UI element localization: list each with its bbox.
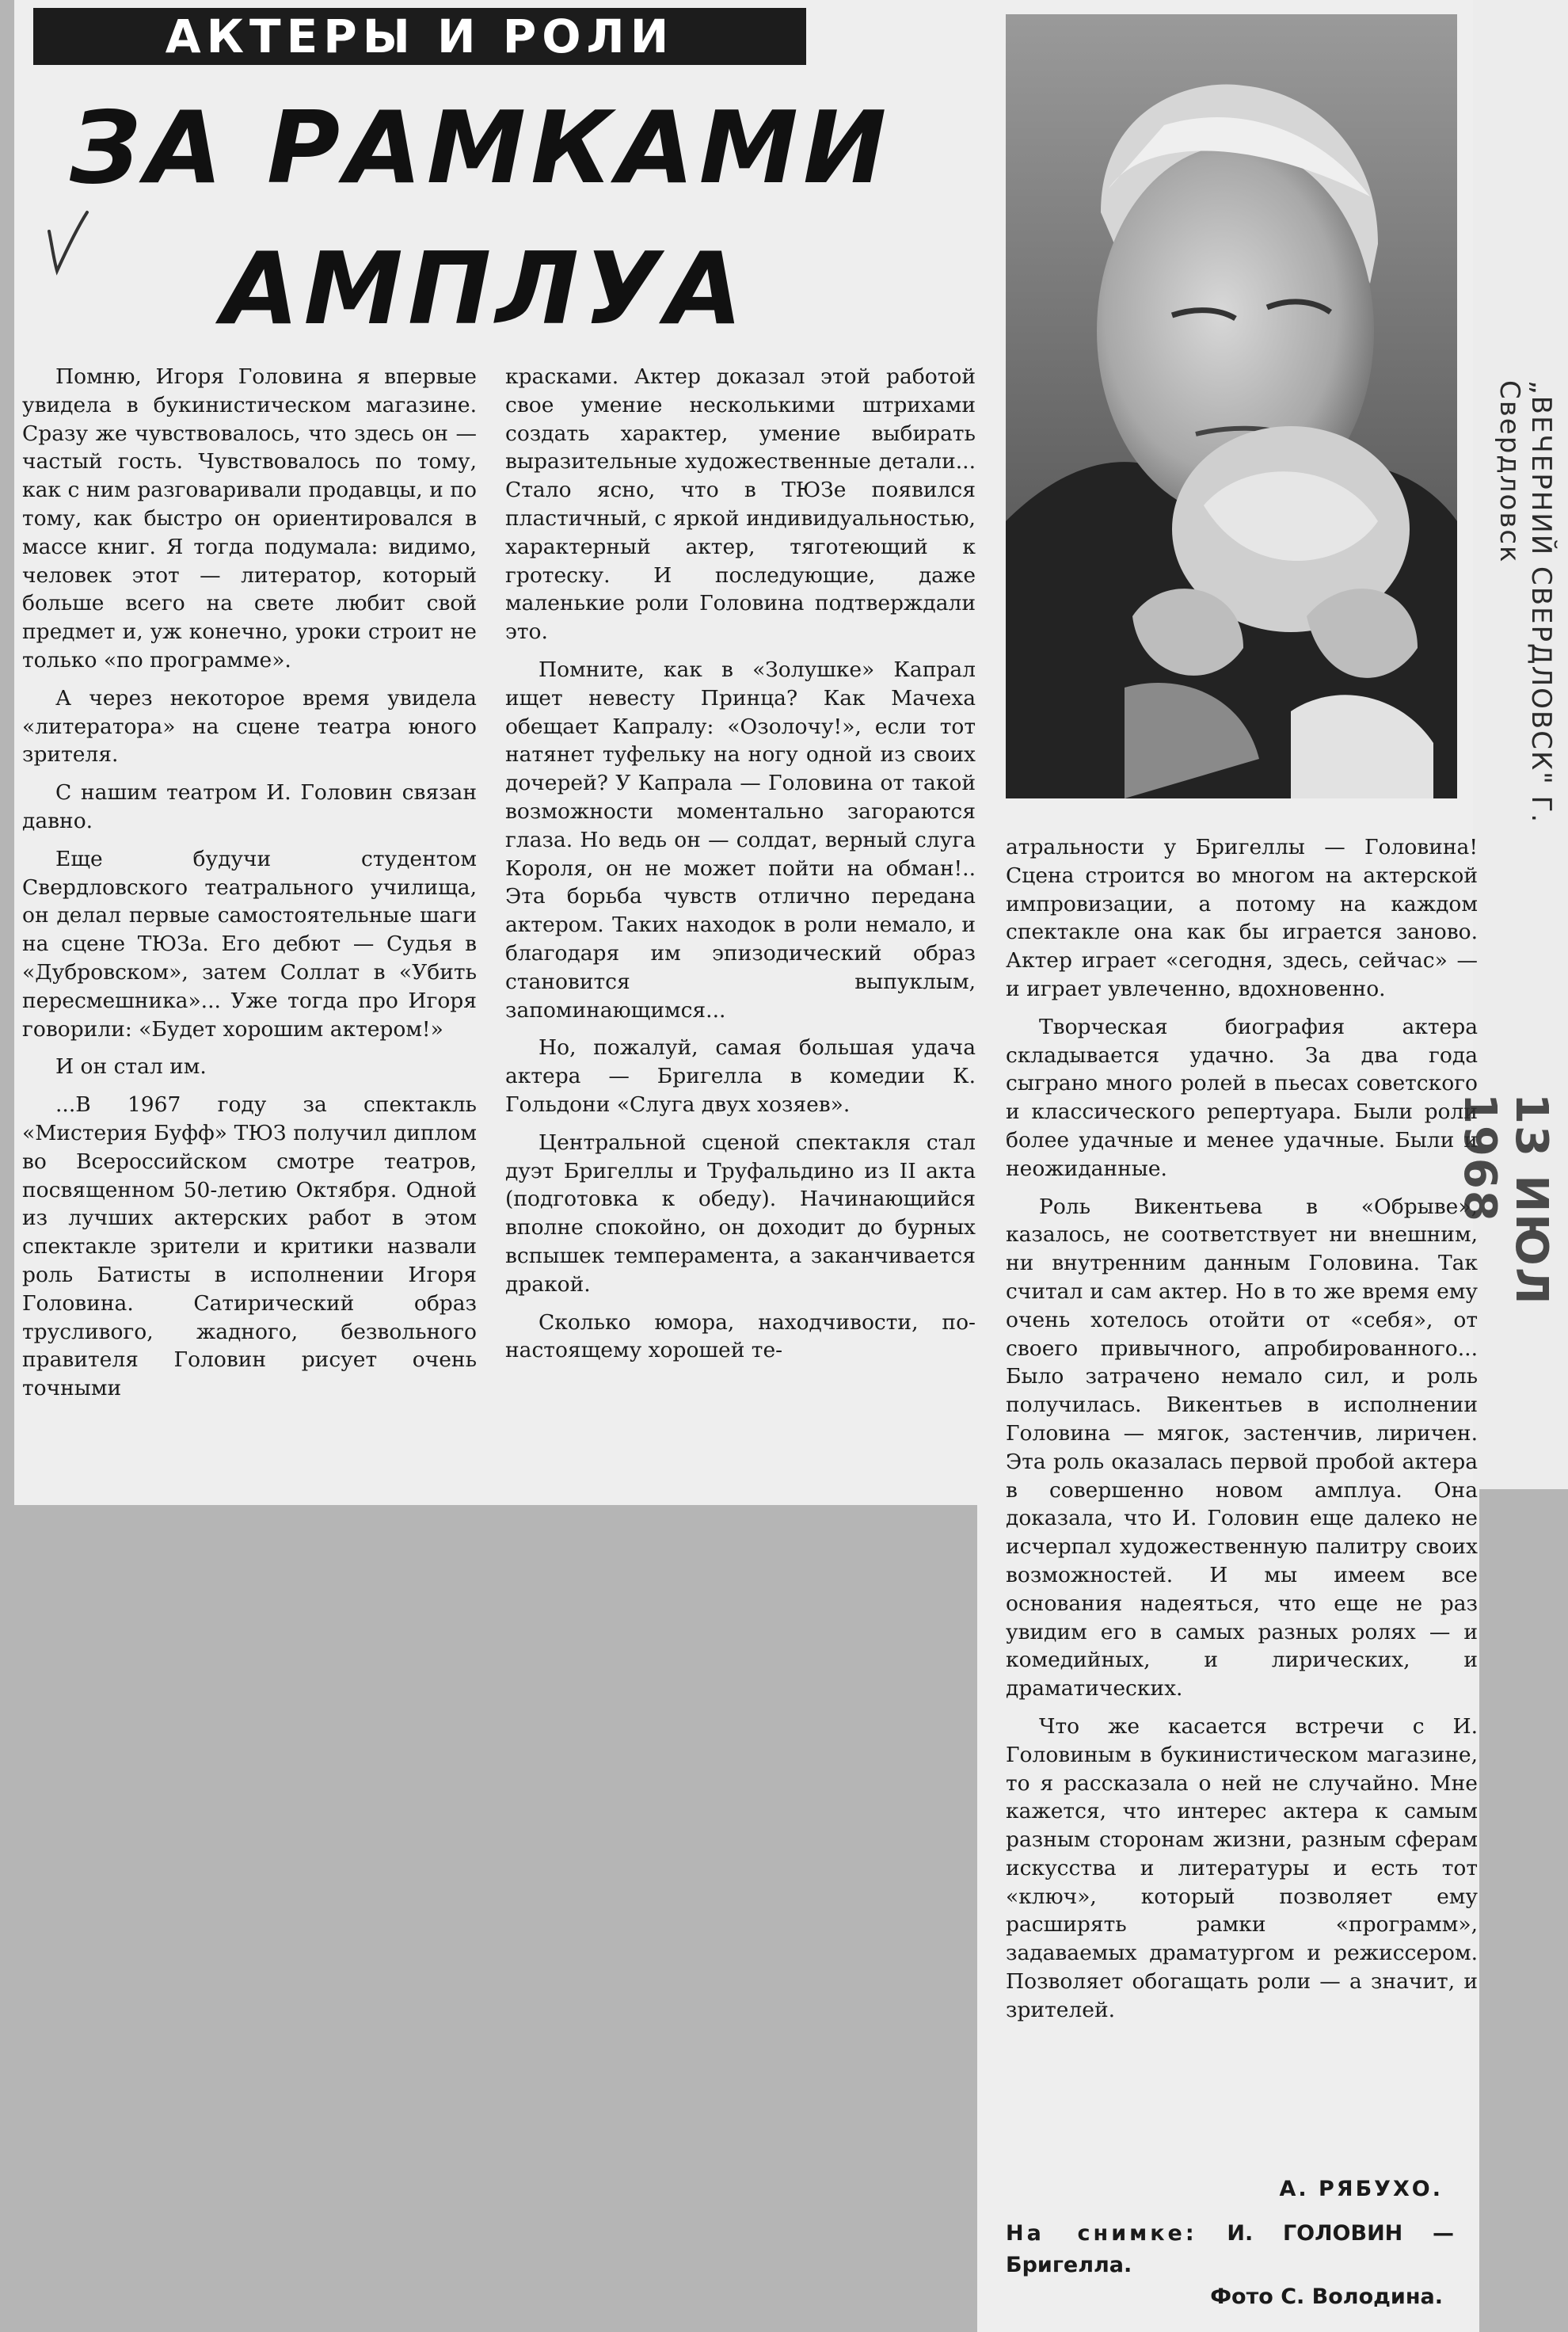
article-column-3 bbox=[1006, 833, 1478, 2025]
paragraph: Что же касается встречи с И. Головиным в букинистическом магазине, то я рассказала о ней не случайно. Мне кажется, что интерес актера к самым разным сторонам жизни, разным сферам искусства и литературы и есть тот «ключ», который позволяет ему расширять рамки «программ», задаваемых драматургом и режиссером. Позволяет обогащать роли — а значит, и зрителей. bbox=[1006, 1713, 1478, 2022]
paragraph: И он стал им. bbox=[55, 1054, 207, 1080]
article-column-1 bbox=[22, 363, 477, 1403]
paragraph: Помните, как в «Золушке» Капрал ищет невесту Принца? Как Мачеха обещает Капралу: «Озолочу!», если тот натянет туфельку на ногу одной из своих дочерей? У Капрала — Головина от такой возможности моментально загораются глаза. Но ведь он — солдат, верный слуга Короля, он не может пойти на обман!.. Эта борьба чувств отлично передана актером. Таких находок в роли немало, и благодаря им эпизодический образ становится выпуклым, запоминающимся... bbox=[505, 657, 976, 1023]
rubric-banner: АКТЕРЫ И РОЛИ bbox=[33, 8, 806, 65]
photo-caption bbox=[1006, 2218, 1454, 2281]
caption-label: На снимке: bbox=[1006, 2221, 1197, 2246]
paragraph: Центральной сценой спектакля стал дуэт Бригеллы и Труфальдино из II акта (подготовка к обеду). Начинающийся вполне спокойно, он доходит до бурных вспышек темперамента, а заканчивается дракой. bbox=[505, 1130, 976, 1297]
paragraph: атральности у Бригеллы — Головина! Сцена строится во многом на актерской импровизации, а потому на каждом спектакле она как бы играется заново. Актер играет «сегодня, здесь, сейчас» — и играет увлеченно, вдохновенно. bbox=[1006, 835, 1478, 1001]
paragraph: Роль Викентьева в «Обрыве», казалось, не соответствует ни внешним, ни внутренним данным Головина. Так считал и сам актер. Но в то же время ему очень хотелось отойти от «себя», от своего привычного, апробированного... Было затрачено немало сил, и роль получилась. Викентьев в исполнении Головина — мягок, застенчив, лиричен. Эта роль оказалась первой пробой актера в совершенно новом амплуа. Она доказала, что И. Головин еще далеко не исчерпал художественную палитру своих возможностей. И мы имеем все основания надеяться, что еще не раз увидим его в самых разных ролях — и комедийных, и лирических, и драматических. bbox=[1006, 1194, 1478, 1701]
paragraph: Еще будучи студентом Свердловского театрального училища, он делал первые самостоятельные шаги на сцене ТЮЗа. Его дебют — Судья в «Дубровском», затем Соллат в «Убить пересмешника»... Уже тогда про Игоря говорили: «Будет хорошим актером!» bbox=[22, 846, 477, 1042]
headline-line-1: ЗА РАМКАМИ bbox=[70, 90, 892, 206]
date-stamp: 13 ИЮЛ 1968 bbox=[1454, 1093, 1557, 1306]
actor-photo bbox=[1006, 14, 1457, 798]
paragraph: Помню, Игоря Головина я впервые увидела в букинистическом магазине. Сразу же чувствовалось, что здесь он — частый гость. Чувствовалось по тому, как с ним разговаривали продавцы, и по тому, как быстро он ориентировался в массе книг. Я тогда подумала: видимо, человек этот — литератор, который больше всего на свете любит свой предмет и, уж конечно, уроки строит не только «по программе». bbox=[22, 364, 477, 673]
article-column-2 bbox=[505, 363, 976, 1365]
newspaper-stamp: „ВЕЧЕРНИЙ СВЕРДЛОВСК" Г. Свердловск bbox=[1494, 380, 1557, 825]
paragraph: Сколько юмора, находчивости, по-настоящему хорошей те- bbox=[505, 1309, 976, 1363]
paragraph: Но, пожалуй, самая большая удача актера — Бригелла в комедии К. Гольдони «Слуга двух хозяев». bbox=[505, 1035, 976, 1117]
headline-line-2: АМПЛУА bbox=[222, 231, 748, 347]
pen-checkmark-icon bbox=[44, 208, 92, 279]
paragraph: ...В 1967 году за спектакль «Мистерия Буфф» ТЮЗ получил диплом во Всероссийском смотре театров, посвященном 50-летию Октября. Одной из лучших актерских работ в этом спектакле зрители и критики назвали роль Батисты в исполнении Игоря Головина. Сатирический образ трусливого, жадного, безвольного правителя Головин рисует очень точными bbox=[22, 1092, 477, 1401]
author-signature: А. РЯБУХО. bbox=[1279, 2177, 1443, 2201]
paragraph: Творческая биография актера складывается удачно. За два года сыграно много ролей в пьесах советского и классического репертуара. Были роли более удачные и менее удачные. Были и неожиданные. bbox=[1006, 1014, 1478, 1181]
paragraph: А через некоторое время увидела «литератора» на сцене театра юного зрителя. bbox=[22, 685, 477, 768]
paragraph: красками. Актер доказал этой работой свое умение несколькими штрихами создать характер, умение выбирать выразительные художественные детали... Стало ясно, что в ТЮЗе появился пластичный, с яркой индивидуальностью, характерный актер, тяготеющий к гротеску. И последующие, даже маленькие роли Головина подтверждали это. bbox=[505, 364, 976, 645]
caption-text: И. ГОЛОВИН — Бригелла. bbox=[1006, 2221, 1454, 2277]
paragraph: С нашим театром И. Головин связан давно. bbox=[22, 780, 477, 833]
photo-credit: Фото С. Володина. bbox=[1210, 2284, 1443, 2309]
